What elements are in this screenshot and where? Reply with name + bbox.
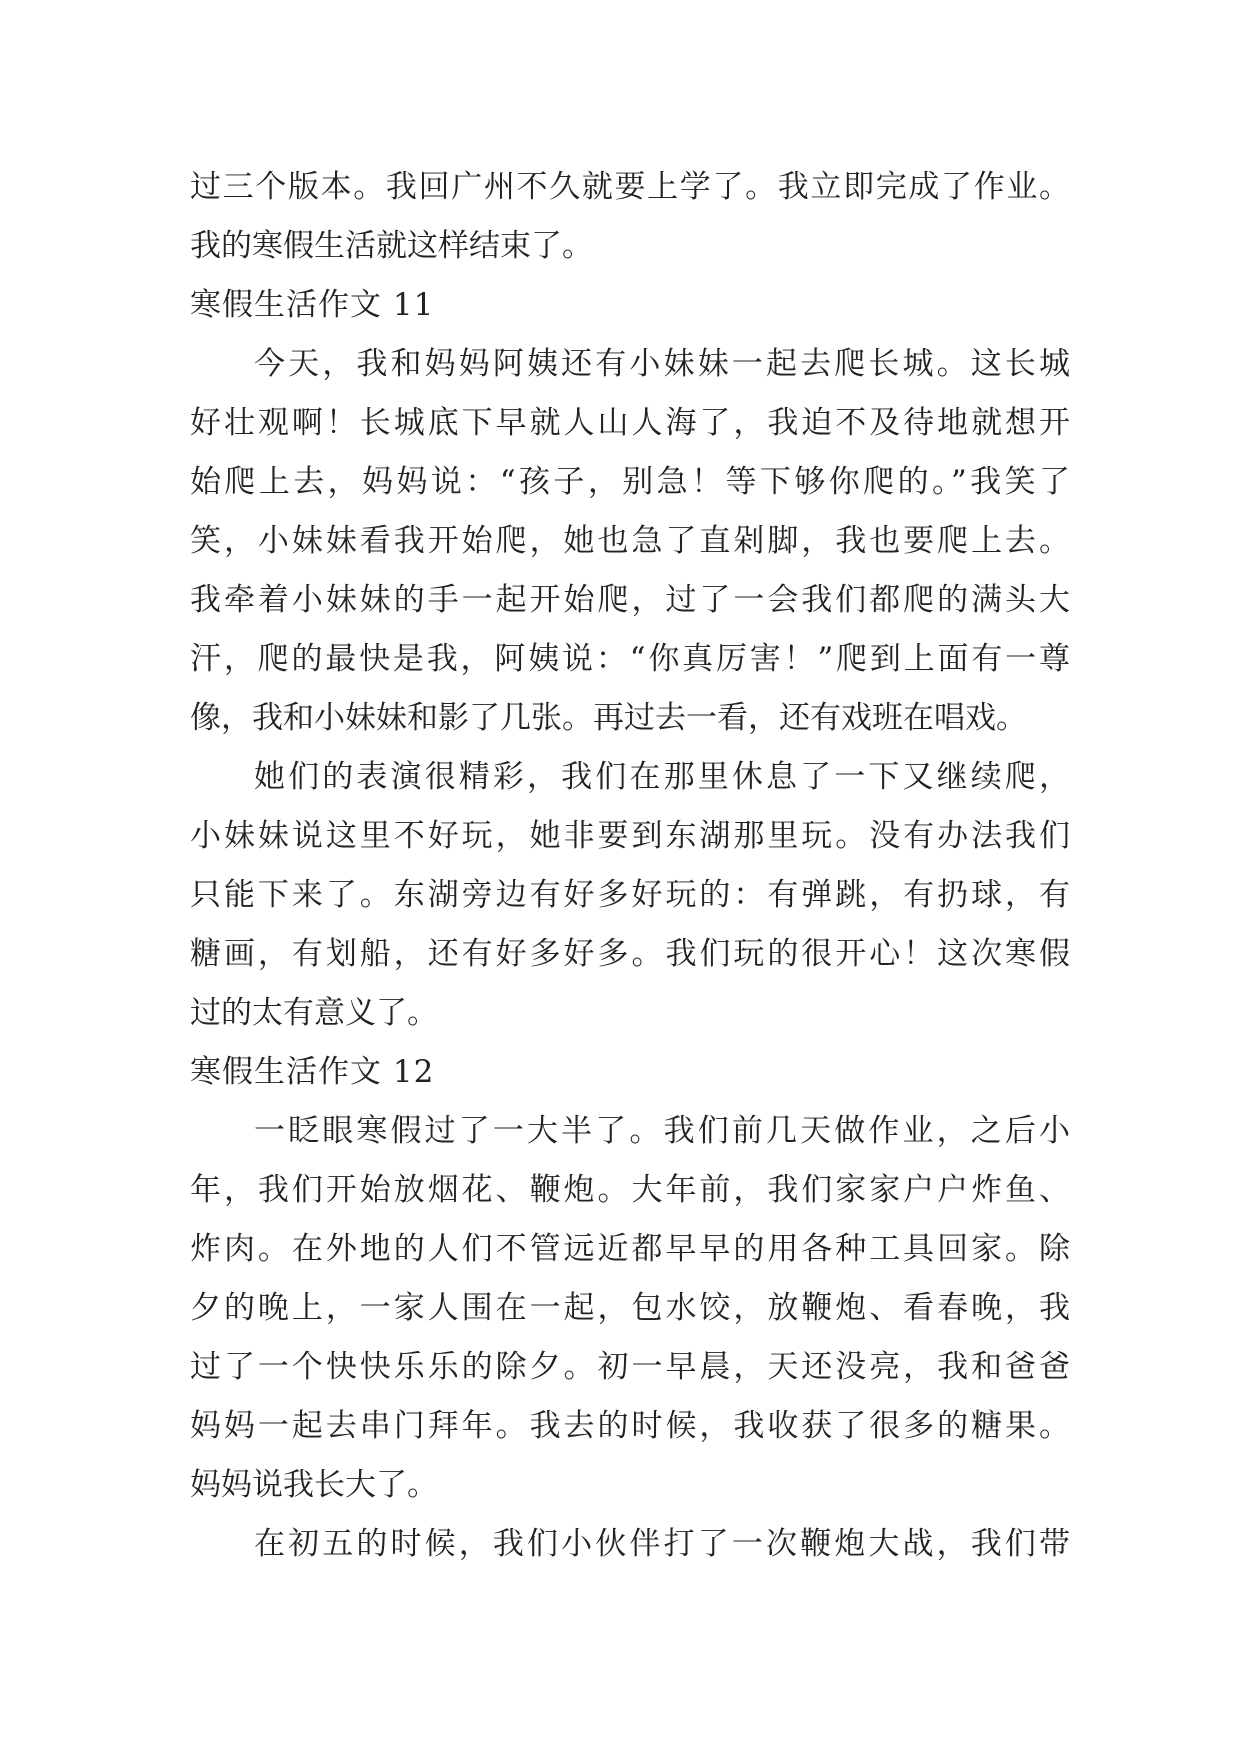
text-line: 今天，我和妈妈阿姨还有小妹妹一起去爬长城。这长城 — [254, 346, 1070, 382]
text-line: 夕的晚上，一家人围在一起，包水饺，放鞭炮、看春晚，我 — [190, 1290, 1070, 1326]
text-line: 年，我们开始放烟花、鞭炮。大年前，我们家家户户炸鱼、 — [190, 1172, 1070, 1208]
text-line: 过的太有意义了。 — [190, 995, 438, 1031]
document-body — [190, 158, 1070, 1574]
text-line: 汗，爬的最快是我，阿姨说：“你真厉害！”爬到上面有一尊 — [190, 641, 1070, 677]
paragraph — [190, 1515, 1070, 1574]
paragraph — [190, 335, 1070, 748]
text-line: 她们的表演很精彩，我们在那里休息了一下又继续爬， — [254, 759, 1070, 795]
section-heading: 寒假生活作文 11 — [190, 287, 435, 323]
text-line: 妈妈一起去串门拜年。我去的时候，我收获了很多的糖果。 — [190, 1408, 1070, 1444]
text-line: 笑，小妹妹看我开始爬，她也急了直剁脚，我也要爬上去。 — [190, 523, 1070, 559]
text-line: 在初五的时候，我们小伙伴打了一次鞭炮大战，我们带 — [254, 1526, 1070, 1562]
paragraph — [190, 1102, 1070, 1515]
text-line: 我牵着小妹妹的手一起开始爬，过了一会我们都爬的满头大 — [190, 582, 1070, 618]
text-line: 炸肉。在外地的人们不管远近都早早的用各种工具回家。除 — [190, 1231, 1070, 1267]
text-line: 过了一个快快乐乐的除夕。初一早晨，天还没亮，我和爸爸 — [190, 1349, 1070, 1385]
text-line: 好壮观啊！长城底下早就人山人海了，我迫不及待地就想开 — [190, 405, 1070, 441]
text-line: 一眨眼寒假过了一大半了。我们前几天做作业，之后小 — [254, 1113, 1070, 1149]
text-line: 过三个版本。我回广州不久就要上学了。我立即完成了作业。 — [190, 169, 1070, 205]
section-heading: 寒假生活作文 12 — [190, 1054, 435, 1090]
text-line: 小妹妹说这里不好玩，她非要到东湖那里玩。没有办法我们 — [190, 818, 1070, 854]
text-line: 始爬上去，妈妈说：“孩子，别急！等下够你爬的。”我笑了 — [190, 464, 1070, 500]
text-line: 妈妈说我长大了。 — [190, 1467, 438, 1503]
text-line: 糖画，有划船，还有好多好多。我们玩的很开心！这次寒假 — [190, 936, 1070, 972]
text-line: 像，我和小妹妹和影了几张。再过去一看，还有戏班在唱戏。 — [190, 700, 1027, 736]
paragraph — [190, 748, 1070, 1043]
text-line: 只能下来了。东湖旁边有好多好玩的：有弹跳，有扔球，有 — [190, 877, 1070, 913]
text-line: 我的寒假生活就这样结束了。 — [190, 228, 593, 264]
paragraph — [190, 158, 1070, 276]
